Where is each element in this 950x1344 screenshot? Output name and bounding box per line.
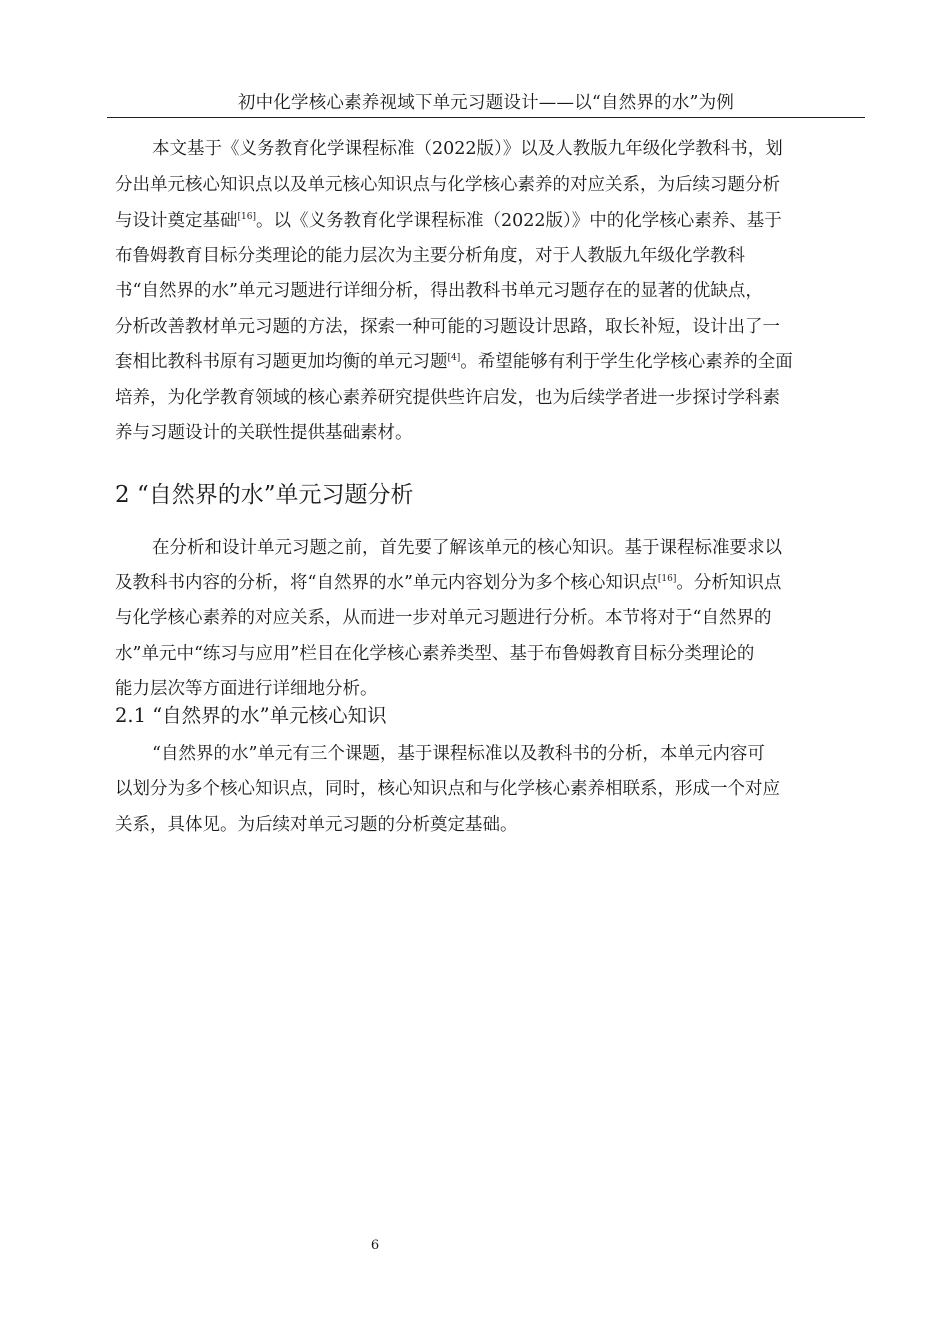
intro-line-4: 布鲁姆教育目标分类理论的能力层次为主要分析角度，对于人教版九年级化学教科 (115, 246, 745, 266)
section-2-line-2-text-a: 及教科书内容的分析，将“自然界的水”单元内容划分为多个核心知识点 (115, 573, 658, 593)
running-header: 初中化学核心素养视域下单元习题设计——以“自然界的水”为例 (237, 93, 735, 113)
header-rule (107, 117, 865, 118)
intro-line-3 (115, 210, 782, 232)
section-2-line-3: 与化学核心素养的对应关系，从而进一步对单元习题进行分析。本节将对于“自然界的 (115, 608, 772, 628)
intro-line-5: 书“自然界的水”单元习题进行详细分析，得出教科书单元习题存在的显著的优缺点， (115, 281, 763, 301)
citation-16-b: [16] (657, 574, 677, 584)
intro-line-7-text-a: 套相比教科书原有习题更加均衡的单元习题 (115, 352, 448, 372)
intro-line-3-text-b: 。以《义务教育化学课程标准（2022版）》中的化学核心素养、基于 (255, 211, 782, 231)
intro-line-1: 本文基于《义务教育化学课程标准（2022版）》以及人教版九年级化学教科书，划 (152, 139, 783, 159)
citation-16-a: [16] (237, 212, 256, 222)
section-2-1-heading: 2.1 “自然界的水”单元核心知识 (115, 704, 387, 727)
intro-line-2: 分出单元核心知识点以及单元核心知识点与化学核心素养的对应关系，为后续习题分析 (115, 175, 780, 195)
intro-line-6: 分析改善教材单元习题的方法，探索一种可能的习题设计思路，取长补短，设计出了一 (115, 317, 780, 337)
citation-4: [4] (447, 353, 461, 363)
section-2-line-1: 在分析和设计单元习题之前，首先要了解该单元的核心知识。基于课程标准要求以 (152, 538, 782, 558)
section-2-line-2-text-b: 。分析知识点 (676, 573, 782, 593)
section-2-1-line-2: 以划分为多个核心知识点，同时，核心知识点和与化学核心素养相联系，形成一个对应 (115, 779, 780, 799)
section-2-1-line-1: “自然界的水”单元有三个课题，基于课程标准以及教科书的分析，本单元内容可 (152, 744, 765, 764)
intro-line-7-text-b: 。希望能够有利于学生化学核心素养的全面 (460, 352, 793, 372)
section-2-heading: 2 “自然界的水”单元习题分析 (115, 482, 414, 508)
section-2-line-4: 水”单元中“练习与应用”栏目在化学核心素养类型、基于布鲁姆教育目标分类理论的 (115, 644, 755, 664)
section-2-line-2 (115, 572, 781, 594)
intro-line-8: 培养，为化学教育领域的核心素养研究提供些许启发，也为后续学者进一步探讨学科素 (115, 388, 780, 408)
page-number: 6 (370, 1238, 380, 1253)
section-2-line-5: 能力层次等方面进行详细地分析。 (115, 679, 378, 699)
intro-line-9: 养与习题设计的关联性提供基础素材。 (115, 423, 413, 443)
section-2-1-line-3: 关系，具体见。为后续对单元习题的分析奠定基础。 (115, 815, 518, 835)
intro-line-3-text-a: 与设计奠定基础 (115, 211, 238, 231)
intro-line-7 (115, 351, 793, 373)
